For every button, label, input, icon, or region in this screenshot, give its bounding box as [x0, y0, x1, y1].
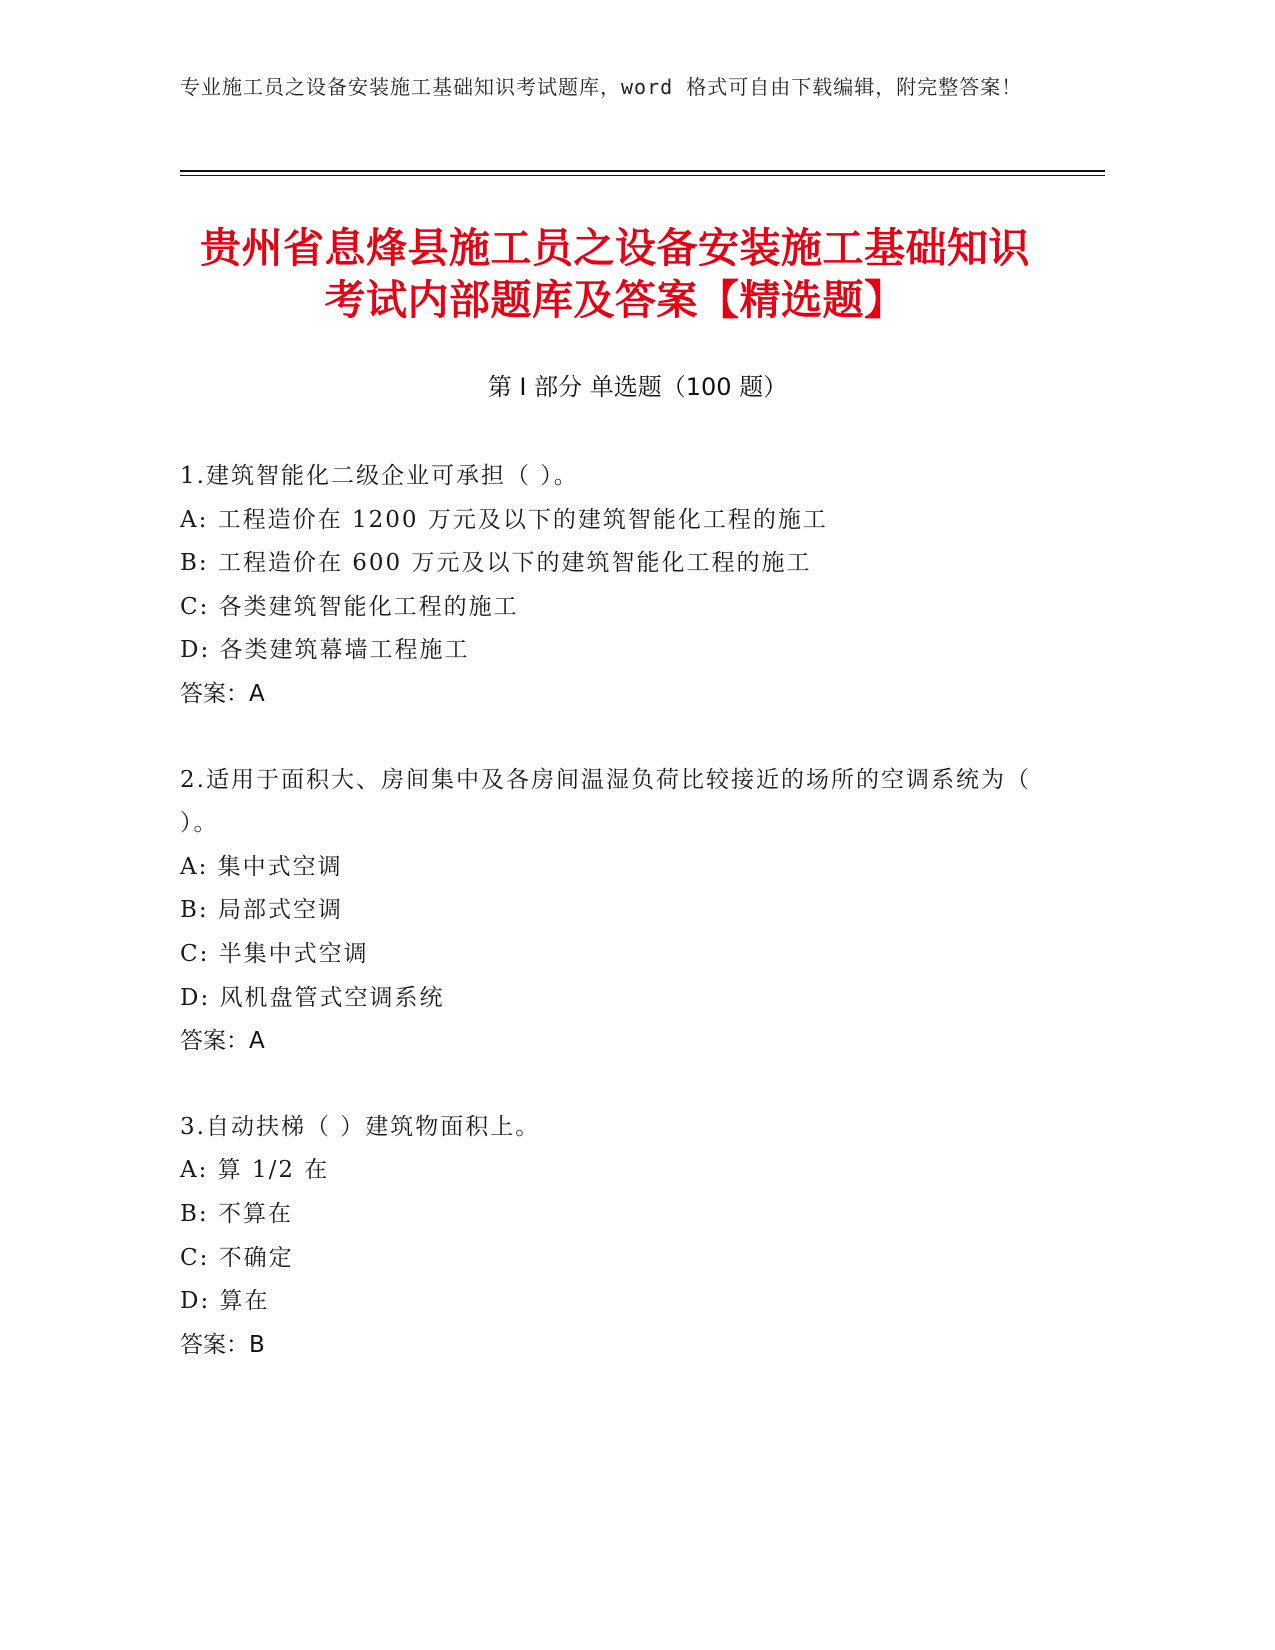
option-a: A: 工程造价在 1200 万元及以下的建筑智能化工程的施工 — [180, 506, 828, 533]
option-b: B: 局部式空调 — [180, 897, 343, 924]
header-divider-thick — [180, 170, 1105, 172]
option-d: D: 算在 — [180, 1288, 270, 1315]
option-d: D: 各类建筑幕墙工程施工 — [180, 637, 470, 664]
header-note: 专业施工员之设备安装施工基础知识考试题库，word 格式可自由下载编辑，附完整答案！ — [180, 75, 1023, 99]
option-c: C: 半集中式空调 — [180, 940, 369, 967]
answer: 答案：A — [180, 680, 265, 707]
option-b: B: 工程造价在 600 万元及以下的建筑智能化工程的施工 — [180, 550, 812, 577]
question-stem: 1.建筑智能化二级企业可承担（ ）。 — [180, 463, 579, 489]
question-item — [180, 455, 1040, 717]
option-b: B: 不算在 — [180, 1200, 293, 1227]
section-title: 第 I 部分 单选题（100 题） — [487, 373, 788, 401]
answer: 答案：B — [180, 1331, 265, 1358]
option-d: D: 风机盘管式空调系统 — [180, 984, 445, 1011]
header-divider-thin — [180, 175, 1105, 176]
question-list — [180, 455, 1040, 1409]
option-a: A: 算 1/2 在 — [180, 1157, 330, 1184]
question-stem: 3.自动扶梯（ ）建筑物面积上。 — [180, 1113, 541, 1140]
question-item — [180, 759, 1040, 1064]
option-a: A: 集中式空调 — [180, 853, 343, 880]
question-item — [180, 1106, 1040, 1368]
answer: 答案：A — [180, 1028, 265, 1055]
option-c: C: 不确定 — [180, 1244, 294, 1271]
option-c: C: 各类建筑智能化工程的施工 — [180, 593, 519, 620]
question-stem: 2.适用于面积大、房间集中及各房间温湿负荷比较接近的场所的空调系统为（ ）。 — [180, 766, 1031, 837]
document-title: 贵州省息烽县施工员之设备安装施工基础知识考试内部题库及答案【精选题】 — [200, 224, 1030, 324]
